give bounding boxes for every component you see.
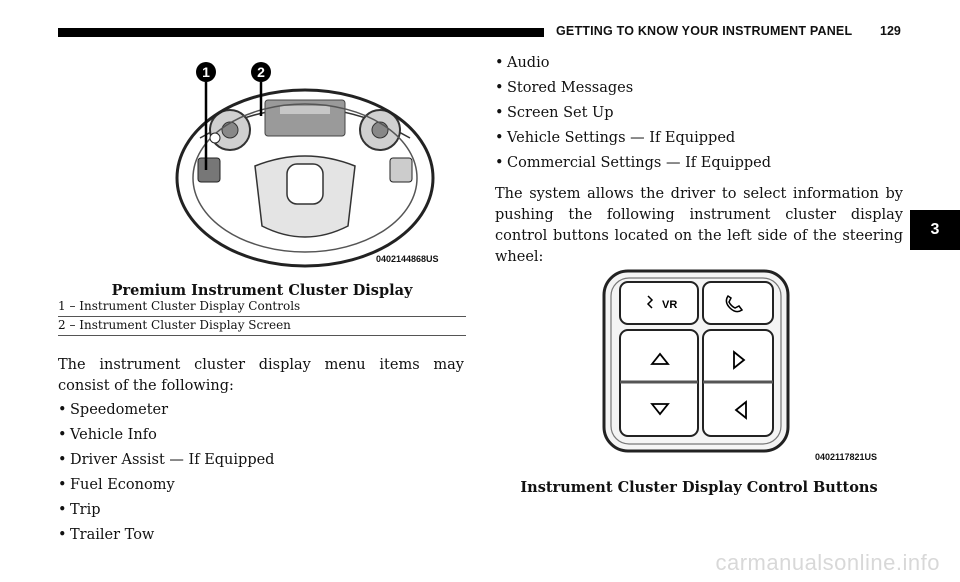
- figure1-caption: Premium Instrument Cluster Display: [111, 282, 413, 299]
- list-item: • Driver Assist — If Equipped: [58, 452, 275, 468]
- vr-label: VR: [662, 299, 678, 311]
- steering-wheel-illustration: [160, 58, 450, 270]
- control-buttons-figure: [600, 268, 792, 454]
- figure1-image-code: 0402144868US: [376, 254, 439, 264]
- menu-items-list-left: [58, 398, 274, 548]
- running-header-title: GETTING TO KNOW YOUR INSTRUMENT PANEL: [556, 24, 853, 38]
- menu-items-intro: The instrument cluster display menu items may consist of the following:: [58, 357, 464, 394]
- vr-button: [620, 282, 698, 324]
- figure2-caption: Instrument Cluster Display Control Buttons: [520, 479, 878, 496]
- steering-wheel-figure: [160, 58, 450, 270]
- list-item: • Commercial Settings — If Equipped: [495, 155, 772, 171]
- list-item: • Vehicle Settings — If Equipped: [495, 130, 736, 146]
- header-rule: [58, 28, 544, 37]
- watermark: carmanualsonline.info: [715, 550, 940, 575]
- list-item: • Trip: [58, 502, 101, 518]
- control-buttons-intro: The system allows the driver to select information by pushing the following instrument cluster display control buttons located on the left side of the steering wheel:: [495, 186, 903, 265]
- list-item: • Screen Set Up: [495, 105, 614, 121]
- figure2-image-code: 0402117821US: [815, 452, 878, 462]
- figure1-legend-item-2: 2 – Instrument Cluster Display Screen: [58, 318, 466, 336]
- page-number: 129: [880, 24, 901, 38]
- list-item: • Speedometer: [58, 402, 169, 418]
- callout-2-label: 2: [257, 64, 265, 80]
- phone-button: [703, 282, 773, 324]
- list-item: • Trailer Tow: [58, 527, 155, 543]
- callout-1-label: 1: [202, 64, 210, 80]
- list-item: • Vehicle Info: [58, 427, 157, 443]
- menu-items-list-right: [495, 51, 771, 176]
- list-item: • Stored Messages: [495, 80, 634, 96]
- list-item: • Fuel Economy: [58, 477, 175, 493]
- control-buttons-illustration: [600, 268, 792, 454]
- chapter-tab: 3: [910, 210, 960, 250]
- list-item: • Audio: [495, 55, 550, 71]
- figure1-legend-item-1: 1 – Instrument Cluster Display Controls: [58, 299, 466, 317]
